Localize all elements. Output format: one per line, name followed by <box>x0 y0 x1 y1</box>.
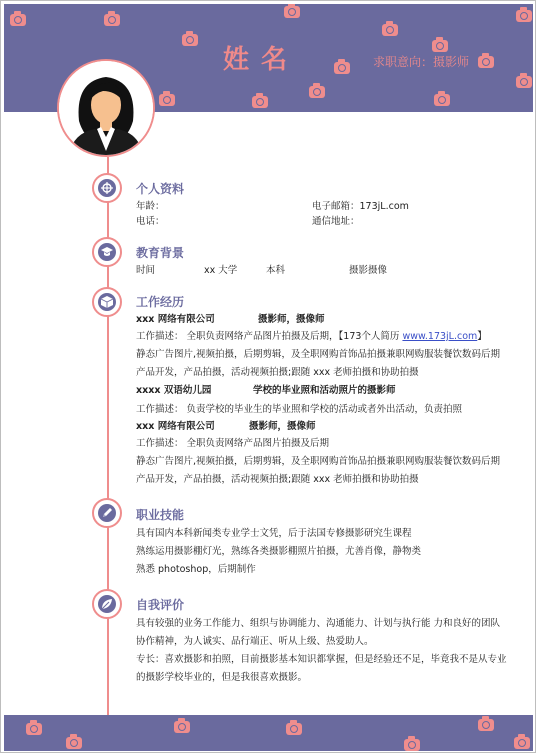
camera-icon <box>104 14 120 26</box>
camera-icon <box>334 62 350 74</box>
job3-desc-3: 产品开发，产品拍摄，活动视频拍摄;跟随 xxx 老师拍摄和协助拍摄 <box>136 474 419 485</box>
edu-time: 时间 <box>136 265 156 276</box>
box-icon <box>101 296 113 308</box>
job2-company: xxxx 双语幼儿园 <box>136 385 212 396</box>
camera-icon <box>159 94 175 106</box>
website-link[interactable]: www.173jL.com <box>402 331 478 342</box>
camera-icon <box>182 34 198 46</box>
skill-line: 熟悉 photoshop，后期制作 <box>136 564 256 575</box>
email-row <box>312 198 409 212</box>
camera-icon <box>382 24 398 36</box>
section-node-work <box>92 287 122 317</box>
camera-icon <box>404 739 420 751</box>
age-label: 年龄： <box>136 201 165 212</box>
leaf-icon <box>101 598 113 610</box>
job3-desc-1: 工作描述： 全职负责网络产品图片拍摄及后期 <box>136 438 330 449</box>
section-node-personal <box>92 173 122 203</box>
camera-icon <box>478 56 494 68</box>
job-intent: 求职意向：摄影师 <box>373 55 470 69</box>
self-line: 的摄影学校毕业的，但是我很喜欢摄影。 <box>136 672 308 683</box>
section-node-skills <box>92 498 122 528</box>
person-avatar-icon <box>59 61 153 155</box>
job1-role: 摄影师，摄像师 <box>258 314 325 325</box>
section-title-personal: 个人资料 <box>136 182 185 196</box>
job1-desc-3: 产品开发，产品拍摄，活动视频拍摄;跟随 xxx 老师拍摄和协助拍摄 <box>136 367 419 378</box>
self-line: 具有较强的业务工作能力、组织与协调能力、沟通能力、计划与执行能 力和良好的团队 <box>136 618 501 629</box>
candidate-name: 姓名 <box>223 45 300 75</box>
camera-icon <box>252 96 268 108</box>
job1-company: xxx 网络有限公司 <box>136 314 215 325</box>
self-line: 协作精神，为人诚实、品行端正、听从上级、热爱助人。 <box>136 636 374 647</box>
pencil-icon <box>101 507 113 519</box>
camera-icon <box>284 6 300 18</box>
camera-icon <box>432 40 448 52</box>
camera-icon <box>26 723 42 735</box>
section-node-education <box>92 237 122 267</box>
edu-degree: 本科 <box>266 265 286 276</box>
camera-icon <box>516 10 532 22</box>
job3-company: xxx 网络有限公司 <box>136 421 215 432</box>
section-node-self <box>92 589 122 619</box>
section-title-work: 工作经历 <box>136 295 185 309</box>
camera-icon <box>309 86 325 98</box>
job2-desc-1: 工作描述： 负责学校的毕业生的毕业照和学校的活动或者外出活动，负责拍照 <box>136 404 463 415</box>
edu-school: xx 大学 <box>204 265 238 276</box>
job1-desc-1 <box>136 328 487 342</box>
camera-icon <box>286 723 302 735</box>
section-title-self: 自我评价 <box>136 598 185 612</box>
skill-line: 具有国内本科新闻类专业学士文凭，后于法国专修摄影研究生课程 <box>136 528 412 539</box>
email-label: 电子邮箱： <box>312 201 360 212</box>
camera-icon <box>516 76 532 88</box>
camera-icon <box>434 94 450 106</box>
phone-label: 电话： <box>136 216 165 227</box>
job3-role: 摄影师，摄像师 <box>249 421 316 432</box>
job3-desc-2: 静态广告图片,视频拍摄，后期剪辑，及全职网购首饰品拍摄兼职网购服装餐饮数码后期 <box>136 456 501 467</box>
job1-desc-2: 静态广告图片,视频拍摄，后期剪辑，及全职网购首饰品拍摄兼职网购服装餐饮数码后期 <box>136 349 501 360</box>
camera-icon <box>514 737 530 749</box>
self-line: 专长：喜欢摄影和拍照，目前摄影基本知识都掌握，但是经验还不足，毕竟我不是从专业 <box>136 654 507 665</box>
avatar <box>57 59 155 157</box>
camera-icon <box>10 14 26 26</box>
edu-major: 摄影摄像 <box>349 265 388 276</box>
camera-icon <box>478 719 494 731</box>
target-icon <box>101 182 113 194</box>
job1-desc-prefix: 工作描述： 全职负责网络产品图片拍摄及后期，【173个人简历 <box>136 331 403 342</box>
camera-icon <box>66 737 82 749</box>
job2-role: 学校的毕业照和活动照片的摄影师 <box>253 385 396 396</box>
section-title-skills: 职业技能 <box>136 508 185 522</box>
address-label: 通信地址： <box>312 216 360 227</box>
job1-desc-suffix: 】 <box>477 331 487 342</box>
skill-line: 熟练运用摄影棚灯光，熟练各类摄影棚照片拍摄，尤善肖像，静物类 <box>136 546 422 557</box>
footer-band <box>4 715 533 751</box>
camera-icon <box>174 721 190 733</box>
graduation-cap-icon <box>101 246 113 258</box>
section-title-education: 教育背景 <box>136 246 185 260</box>
email-value: 173jL.com <box>359 201 409 212</box>
